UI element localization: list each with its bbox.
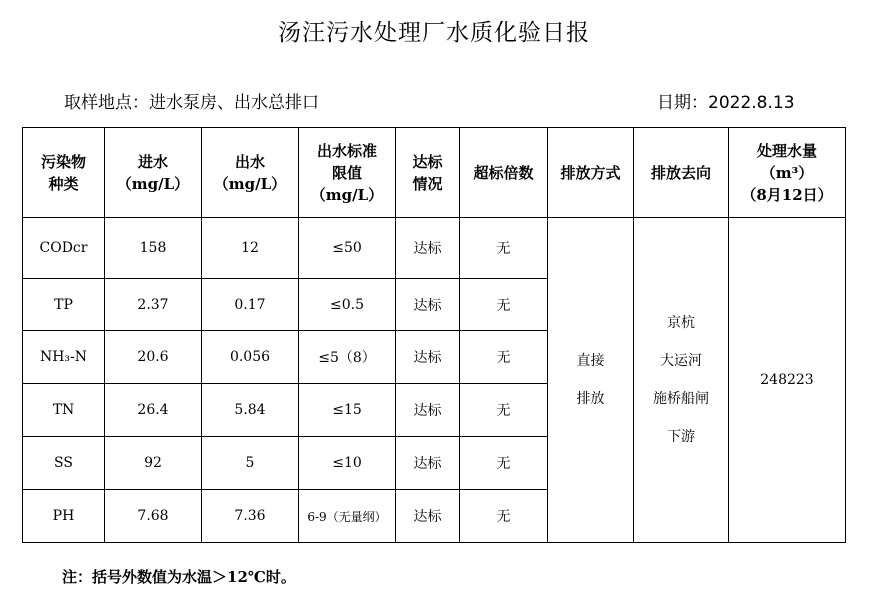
inflow-value: 20.6 xyxy=(105,331,202,384)
outflow-value: 0.17 xyxy=(202,279,299,331)
limit-value: ≤15 xyxy=(299,384,396,437)
footnote: 注：括号外数值为水温＞12℃时。 xyxy=(62,568,296,586)
outflow-value: 0.056 xyxy=(202,331,299,384)
compliance-status: 达标 xyxy=(396,279,460,331)
outflow-value: 5.84 xyxy=(202,384,299,437)
exceed-multiple: 无 xyxy=(460,490,548,543)
discharge-direction-value: 京杭 大运河 施桥船闸 下游 xyxy=(634,218,729,543)
limit-value: ≤50 xyxy=(299,218,396,279)
header-inflow: 进水 （mg/L） xyxy=(105,128,202,218)
pollutant-name: CODcr xyxy=(23,218,105,279)
compliance-status: 达标 xyxy=(396,384,460,437)
header-standard-limit: 出水标准 限值 （mg/L） xyxy=(299,128,396,218)
exceed-multiple: 无 xyxy=(460,384,548,437)
pollutant-name: TN xyxy=(23,384,105,437)
pollutant-name: SS xyxy=(23,437,105,490)
report-title: 汤汪污水处理厂水质化验日报 xyxy=(278,20,590,46)
compliance-status: 达标 xyxy=(396,490,460,543)
pollutant-name: PH xyxy=(23,490,105,543)
limit-value: ≤0.5 xyxy=(299,279,396,331)
inflow-value: 92 xyxy=(105,437,202,490)
outflow-value: 7.36 xyxy=(202,490,299,543)
header-pollutant: 污染物 种类 xyxy=(23,128,105,218)
limit-value: 6-9（无量纲） xyxy=(299,490,396,543)
compliance-status: 达标 xyxy=(396,331,460,384)
inflow-value: 7.68 xyxy=(105,490,202,543)
inflow-value: 2.37 xyxy=(105,279,202,331)
limit-value: ≤10 xyxy=(299,437,396,490)
compliance-status: 达标 xyxy=(396,437,460,490)
limit-value: ≤5（8） xyxy=(299,331,396,384)
header-treated-volume: 处理水量 （m³） （8月12日） xyxy=(729,128,846,218)
inflow-value: 158 xyxy=(105,218,202,279)
header-compliance: 达标 情况 xyxy=(396,128,460,218)
outflow-value: 5 xyxy=(202,437,299,490)
header-outflow: 出水 （mg/L） xyxy=(202,128,299,218)
discharge-method-value: 直接 排放 xyxy=(548,218,634,543)
pollutant-name: TP xyxy=(23,279,105,331)
exceed-multiple: 无 xyxy=(460,218,548,279)
header-discharge-direction: 排放去向 xyxy=(634,128,729,218)
compliance-status: 达标 xyxy=(396,218,460,279)
header-exceed-multiple: 超标倍数 xyxy=(460,128,548,218)
sampling-location: 取样地点：进水泵房、出水总排口 xyxy=(64,93,319,113)
outflow-value: 12 xyxy=(202,218,299,279)
table-header-row xyxy=(23,128,846,218)
inflow-value: 26.4 xyxy=(105,384,202,437)
header-discharge-method: 排放方式 xyxy=(548,128,634,218)
water-quality-table xyxy=(22,127,846,543)
exceed-multiple: 无 xyxy=(460,331,548,384)
pollutant-name: NH₃-N xyxy=(23,331,105,384)
exceed-multiple: 无 xyxy=(460,279,548,331)
treated-volume-value: 248223 xyxy=(729,218,846,543)
table-row xyxy=(23,218,846,279)
exceed-multiple: 无 xyxy=(460,437,548,490)
report-date: 日期：2022.8.13 xyxy=(657,93,795,113)
